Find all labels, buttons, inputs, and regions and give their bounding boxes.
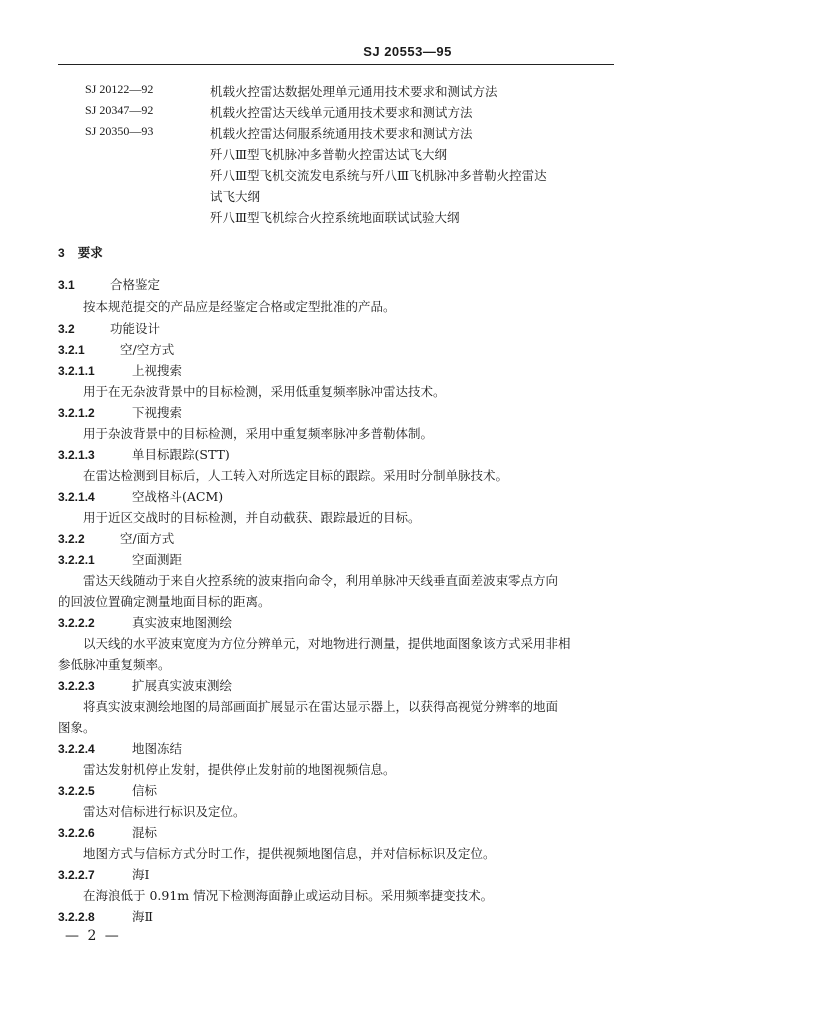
clause-number: 3.2.1.3	[58, 448, 95, 462]
clause-number: 3.2.2.2	[58, 616, 95, 630]
reference-code: SJ 20347—92	[85, 103, 154, 117]
clause-text: 雷达发射机停止发射，提供停止发射前的地图视频信息。	[83, 762, 396, 777]
clause-heading	[58, 907, 153, 925]
clause-title: 海Ⅱ	[132, 909, 153, 924]
clause-number: 3.2.2.6	[58, 826, 95, 840]
reference-title: 机载火控雷达伺服系统通用技术要求和测试方法	[210, 126, 473, 141]
clause-title: 信标	[132, 783, 158, 798]
clause-title: 海Ⅰ	[132, 867, 150, 882]
section-heading	[58, 243, 103, 261]
reference-code: SJ 20122—92	[85, 82, 154, 96]
clause-text: 用于在无杂波背景中的目标检测，采用低重复频率脉冲雷达技术。	[83, 384, 446, 399]
clause-text: 在海浪低于 0.91m 情况下检测海面静止或运动目标。采用频率捷变技术。	[83, 888, 494, 903]
clause-number: 3.2.2.4	[58, 742, 95, 756]
clause-number: 3.2.2.7	[58, 868, 95, 882]
clause-text: 雷达对信标进行标识及定位。	[83, 804, 246, 819]
clause-title: 合格鉴定	[110, 277, 161, 292]
clause-text: 图象。	[58, 720, 96, 735]
clause-number: 3.2.2.1	[58, 553, 95, 567]
reference-code: SJ 20350—93	[85, 124, 154, 138]
clause-heading	[58, 613, 232, 631]
reference-title: 试飞大纲	[210, 189, 261, 204]
reference-title: 机载火控雷达数据处理单元通用技术要求和测试方法	[210, 84, 498, 99]
clause-number: 3.2.2.3	[58, 679, 95, 693]
reference-title: 歼八Ⅲ型飞机综合火控系统地面联试试验大纲	[210, 210, 460, 225]
clause-title: 混标	[132, 825, 158, 840]
clause-text: 在雷达检测到目标后，人工转入对所选定目标的跟踪。采用时分制单脉技术。	[83, 468, 509, 483]
clause-text: 用于近区交战时的目标检测，并自动截获、跟踪最近的目标。	[83, 510, 421, 525]
clause-number: 3.2.2.8	[58, 910, 95, 924]
reference-title: 机载火控雷达天线单元通用技术要求和测试方法	[210, 105, 473, 120]
clause-heading	[58, 739, 182, 757]
page-number: — 2 —	[65, 928, 121, 944]
clause-text: 以天线的水平波束宽度为方位分辨单元，对地物进行测量，提供地面图象该方式采用非相	[83, 636, 571, 651]
clause-heading	[58, 403, 182, 421]
reference-title: 歼八Ⅲ型飞机脉冲多普勒火控雷达试飞大纲	[210, 147, 448, 162]
clause-text: 参低脉冲重复频率。	[58, 657, 171, 672]
clause-text: 将真实波束测绘地图的局部画面扩展显示在雷达显示器上，以获得高视觉分辨率的地面	[83, 699, 559, 714]
clause-heading	[58, 550, 182, 568]
clause-heading	[58, 340, 174, 358]
clause-text: 的回波位置确定测量地面目标的距离。	[58, 594, 271, 609]
header-rule	[58, 64, 614, 65]
clause-title: 上视搜索	[132, 363, 183, 378]
section-number: 3	[58, 246, 65, 260]
clause-number: 3.2.1.1	[58, 364, 95, 378]
clause-text: 按本规范提交的产品应是经鉴定合格或定型批准的产品。	[83, 299, 396, 314]
reference-title: 歼八Ⅲ型飞机交流发电系统与歼八Ⅲ飞机脉冲多普勒火控雷达	[210, 168, 547, 183]
clause-heading	[58, 319, 160, 337]
clause-text: 雷达天线随动于来自火控系统的波束指向命令，利用单脉冲天线垂直面差波束零点方向	[83, 573, 559, 588]
standard-code: SJ 20553—95	[363, 44, 452, 59]
clause-title: 扩展真实波束测绘	[132, 678, 233, 693]
clause-heading	[58, 865, 149, 883]
clause-title: 功能设计	[110, 321, 161, 336]
clause-heading	[58, 361, 182, 379]
clause-title: 下视搜索	[132, 405, 183, 420]
clause-heading	[58, 781, 157, 799]
clause-title: 地图冻结	[132, 741, 183, 756]
clause-heading	[58, 823, 157, 841]
clause-title: 空战格斗(ACM)	[132, 489, 224, 504]
clause-number: 3.2.2	[58, 532, 85, 546]
clause-number: 3.2.1	[58, 343, 85, 357]
clause-title: 真实波束地图测绘	[132, 615, 233, 630]
clause-number: 3.2.1.4	[58, 490, 95, 504]
clause-title: 空/空方式	[120, 342, 175, 357]
clause-heading	[58, 275, 160, 293]
clause-heading	[58, 529, 174, 547]
clause-heading	[58, 445, 230, 463]
clause-number: 3.1	[58, 278, 75, 292]
section-title: 要求	[77, 245, 103, 260]
clause-heading	[58, 487, 223, 505]
clause-title: 单目标跟踪(STT)	[132, 447, 230, 462]
clause-heading	[58, 676, 232, 694]
clause-number: 3.2	[58, 322, 75, 336]
clause-text: 地图方式与信标方式分时工作，提供视频地图信息，并对信标标识及定位。	[83, 846, 496, 861]
clause-number: 3.2.1.2	[58, 406, 95, 420]
clause-number: 3.2.2.5	[58, 784, 95, 798]
clause-title: 空/面方式	[120, 531, 175, 546]
clause-title: 空面测距	[132, 552, 183, 567]
clause-text: 用于杂波背景中的目标检测，采用中重复频率脉冲多普勒体制。	[83, 426, 434, 441]
